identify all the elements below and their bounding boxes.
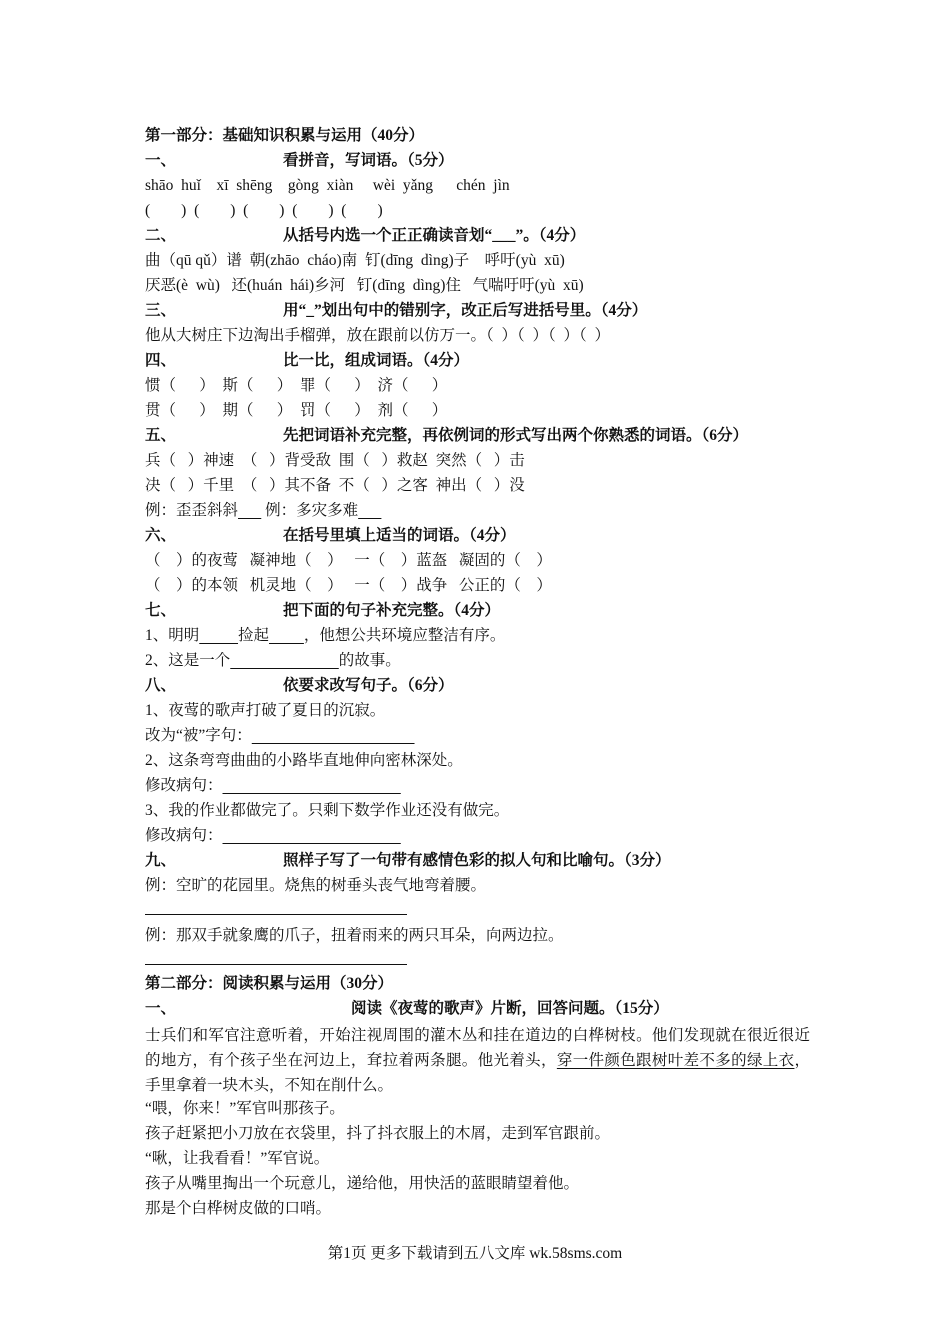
q2-line-2: 厌恶(è wù) 还(huán hái)乡河 钉(dīng dìng)住 气喘吁吁(yù xū)	[145, 277, 584, 294]
q8-prompt-1	[145, 726, 815, 746]
passage-paragraph-3: 孩子赶紧把小刀放在衣袋里，抖了抖衣服上的木屑，走到军官跟前。	[145, 1125, 611, 1142]
q8-answer-line-3	[223, 827, 401, 844]
q9-answer-line-1	[145, 914, 407, 915]
q4-line-1: 惯（ ） 斯（ ） 罪（ ） 济（ ）	[145, 377, 448, 394]
q5-examples	[145, 501, 815, 521]
q6-line-1: （ ）的夜莺 凝神地（ ） 一（ ）蓝盔 凝固的（ ）	[145, 552, 552, 569]
q5-number: 五、	[145, 427, 177, 444]
q8-prompt-1-label: 改为“被”字句：	[145, 727, 252, 744]
q8-answer-line-2	[223, 777, 401, 794]
q3-number: 三、	[145, 302, 177, 319]
q6-instruction: 在括号里填上适当的词语。（4分）	[283, 527, 516, 544]
q2-instruction: 从括号内选一个正正确读音划“___”。（4分）	[283, 227, 586, 244]
q8-prompt-3-label: 修改病句：	[145, 827, 223, 844]
p2q1-instruction: 阅读《夜莺的歌声》片断，回答问题。（15分）	[351, 1000, 669, 1017]
q9-number: 九、	[145, 852, 177, 869]
passage-p1-text-a: 士兵们和军官注意听着，开始注视周围的灌木丛和挂在道边的白桦树枝。他们发现就在很近很近的地方，有个孩子坐在河边上，耷拉着两条腿。他光着头，	[145, 1027, 810, 1069]
q7-number: 七、	[145, 602, 177, 619]
q7-s2-part-a: 2、这是一个	[145, 652, 231, 669]
q5-example-b-blank	[358, 502, 381, 519]
q2-line-1: 曲（qū qǔ）谱 朝(zhāo cháo)南 钉(dīng dìng)子 呼吁(yù xū)	[145, 252, 565, 269]
q4-line-2: 贯（ ） 期（ ） 罚（ ） 剂（ ）	[145, 402, 448, 419]
q5-example-a-blank	[238, 502, 261, 519]
q7-s1-part-a: 1、明明	[145, 627, 200, 644]
passage-paragraph-4: “啾，让我看看！”军官说。	[145, 1150, 330, 1167]
q7-s1-part-c: ，他想公共环境应整洁有序。	[303, 627, 506, 644]
q5-example-a: 例：歪歪斜斜	[145, 502, 239, 519]
q7-s2-part-b: 的故事。	[338, 652, 401, 669]
q1-number: 一、	[145, 152, 177, 169]
q5-heading	[145, 426, 815, 446]
q8-prompt-3	[145, 826, 815, 846]
q7-s2-blank	[230, 652, 339, 669]
passage-paragraph-6: 那是个白桦树皮做的口哨。	[145, 1200, 332, 1217]
q8-sentence-1: 1、夜莺的歌声打破了夏日的沉寂。	[145, 702, 386, 719]
q5-instruction: 先把词语补充完整，再依例词的形式写出两个你熟悉的词语。（6分）	[283, 427, 749, 444]
q7-s1-blank-1	[199, 627, 238, 644]
q8-prompt-2	[145, 776, 815, 796]
q9-example-2: 例：那双手就象鹰的爪子，扭着雨来的两只耳朵，向两边拉。	[145, 927, 564, 944]
q5-example-b: 例：多灾多难	[261, 502, 359, 519]
q8-heading	[145, 676, 815, 696]
passage-paragraph-1	[145, 1023, 810, 1098]
passage-paragraph-2: “喂，你来！”军官叫那孩子。	[145, 1100, 345, 1117]
q7-instruction: 把下面的句子补充完整。（4分）	[283, 602, 501, 619]
q3-instruction: 用“_”划出句中的错别字，改正后写进括号里。（4分）	[283, 302, 648, 319]
q1-pinyin: shāo huǐ xī shēng gòng xiàn wèi yǎng chén jìn	[145, 177, 510, 194]
q7-sentence-2	[145, 651, 815, 671]
q1-heading	[145, 151, 815, 171]
q3-heading	[145, 301, 815, 321]
p2q1-number: 一、	[145, 1000, 177, 1017]
passage-p1-underlined: 穿一件颜色跟树叶差不多的绿上衣	[556, 1052, 795, 1069]
p2q1-heading	[145, 999, 815, 1019]
q6-heading	[145, 526, 815, 546]
passage-p1-text-b: ，手里拿着一块木头，不知在削什么。	[145, 1052, 810, 1094]
q1-instruction: 看拼音，写词语。（5分）	[283, 152, 454, 169]
q4-number: 四、	[145, 352, 177, 369]
q9-example-1: 例：空旷的花园里。烧焦的树垂头丧气地弯着腰。	[145, 877, 487, 894]
q8-prompt-2-label: 修改病句：	[145, 777, 223, 794]
q3-sentence: 他从大树庄下边淘出手榴弹，放在跟前以仿万一。（ ）（ ）（ ）（ ）	[145, 327, 611, 344]
page-footer: 第1页 更多下载请到五八文库 wk.58sms.com	[327, 1245, 623, 1262]
q8-answer-line-1	[252, 727, 415, 744]
q1-answer-blanks: ( ) ( ) ( ) ( ) ( )	[145, 202, 383, 219]
q8-sentence-2: 2、这条弯弯曲曲的小路毕直地伸向密林深处。	[145, 752, 463, 769]
q2-heading	[145, 226, 815, 246]
q9-answer-line-2	[145, 964, 407, 965]
part1-title: 第一部分：基础知识积累与运用（40分）	[145, 127, 425, 144]
passage-paragraph-5: 孩子从嘴里掏出一个玩意儿，递给他，用快活的蓝眼睛望着他。	[145, 1175, 580, 1192]
q5-line-2: 决（ ）千里 （ ）其不备 不（ ）之客 神出（ ）没	[145, 477, 525, 494]
q6-number: 六、	[145, 527, 177, 544]
q6-line-2: （ ）的本领 机灵地（ ） 一（ ）战争 公正的（ ）	[145, 577, 552, 594]
q2-number: 二、	[145, 227, 177, 244]
q4-instruction: 比一比，组成词语。（4分）	[283, 352, 470, 369]
q7-s1-part-b: 捡起	[238, 627, 270, 644]
q8-number: 八、	[145, 677, 177, 694]
q5-line-1: 兵（ ）神速 （ ）背受敌 围（ ）救赵 突然（ ）击	[145, 452, 525, 469]
q7-s1-blank-2	[269, 627, 304, 644]
q4-heading	[145, 351, 815, 371]
q7-heading	[145, 601, 815, 621]
q8-instruction: 依要求改写句子。（6分）	[283, 677, 454, 694]
q9-instruction: 照样子写了一句带有感情色彩的拟人句和比喻句。（3分）	[283, 852, 671, 869]
q9-heading	[145, 851, 815, 871]
q8-sentence-3: 3、我的作业都做完了。只剩下数学作业还没有做完。	[145, 802, 510, 819]
part2-title: 第二部分：阅读积累与运用（30分）	[145, 975, 394, 992]
q7-sentence-1	[145, 626, 815, 646]
